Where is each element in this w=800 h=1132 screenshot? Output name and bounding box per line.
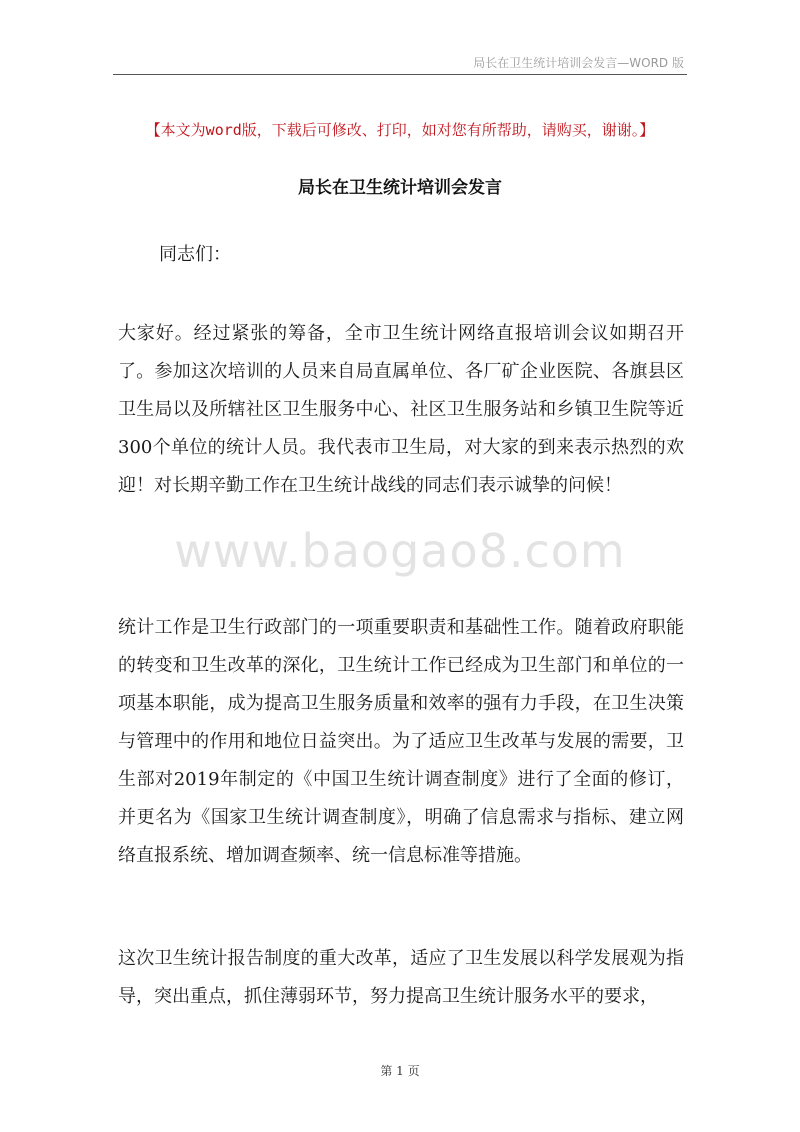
paragraph-1: 大家好。经过紧张的筹备，全市卫生统计网络直报培训会议如期召开了。参加这次培训的人员来自局直属单位、各厂矿企业医院、各旗县区卫生局以及所辖社区卫生服务中心、社区卫生服务站和乡镇卫生院等近300个单位的统计人员。我代表市卫生局，对大家的到来表示热烈的欢迎！对长期辛勤工作在卫生统计战线的同志们表示诚挚的问候！: [118, 323, 684, 496]
page-number: 第 1 页: [380, 1064, 420, 1078]
watermark: www.baogao8.com: [174, 524, 626, 578]
purchase-notice: 【本文为word版，下载后可修改、打印，如对您有所帮助，请购买，谢谢。】: [145, 121, 655, 139]
header-divider: [113, 74, 687, 75]
document-title: 局长在卫生统计培训会发言: [298, 178, 502, 198]
paragraph-2: 统计工作是卫生行政部门的一项重要职责和基础性工作。随着政府职能的转变和卫生改革的深化，卫生统计工作已经成为卫生部门和单位的一项基本职能，成为提高卫生服务质量和效率的强有力手段，在卫生决策与管理中的作用和地位日益突出。为了适应卫生改革与发展的需要，卫生部对2019年制定的《中国卫生统计调查制度》进行了全面的修订，并更名为《国家卫生统计调查制度》，明确了信息需求与指标、建立网络直报系统、增加调查频率、统一信息标准等措施。: [118, 617, 684, 866]
paragraph-3: 这次卫生统计报告制度的重大改革，适应了卫生发展以科学发展观为指导，突出重点，抓住薄弱环节，努力提高卫生统计服务水平的要求，: [118, 948, 684, 1007]
running-header: 局长在卫生统计培训会发言—WORD 版: [473, 56, 684, 70]
greeting: 同志们：: [159, 244, 231, 265]
